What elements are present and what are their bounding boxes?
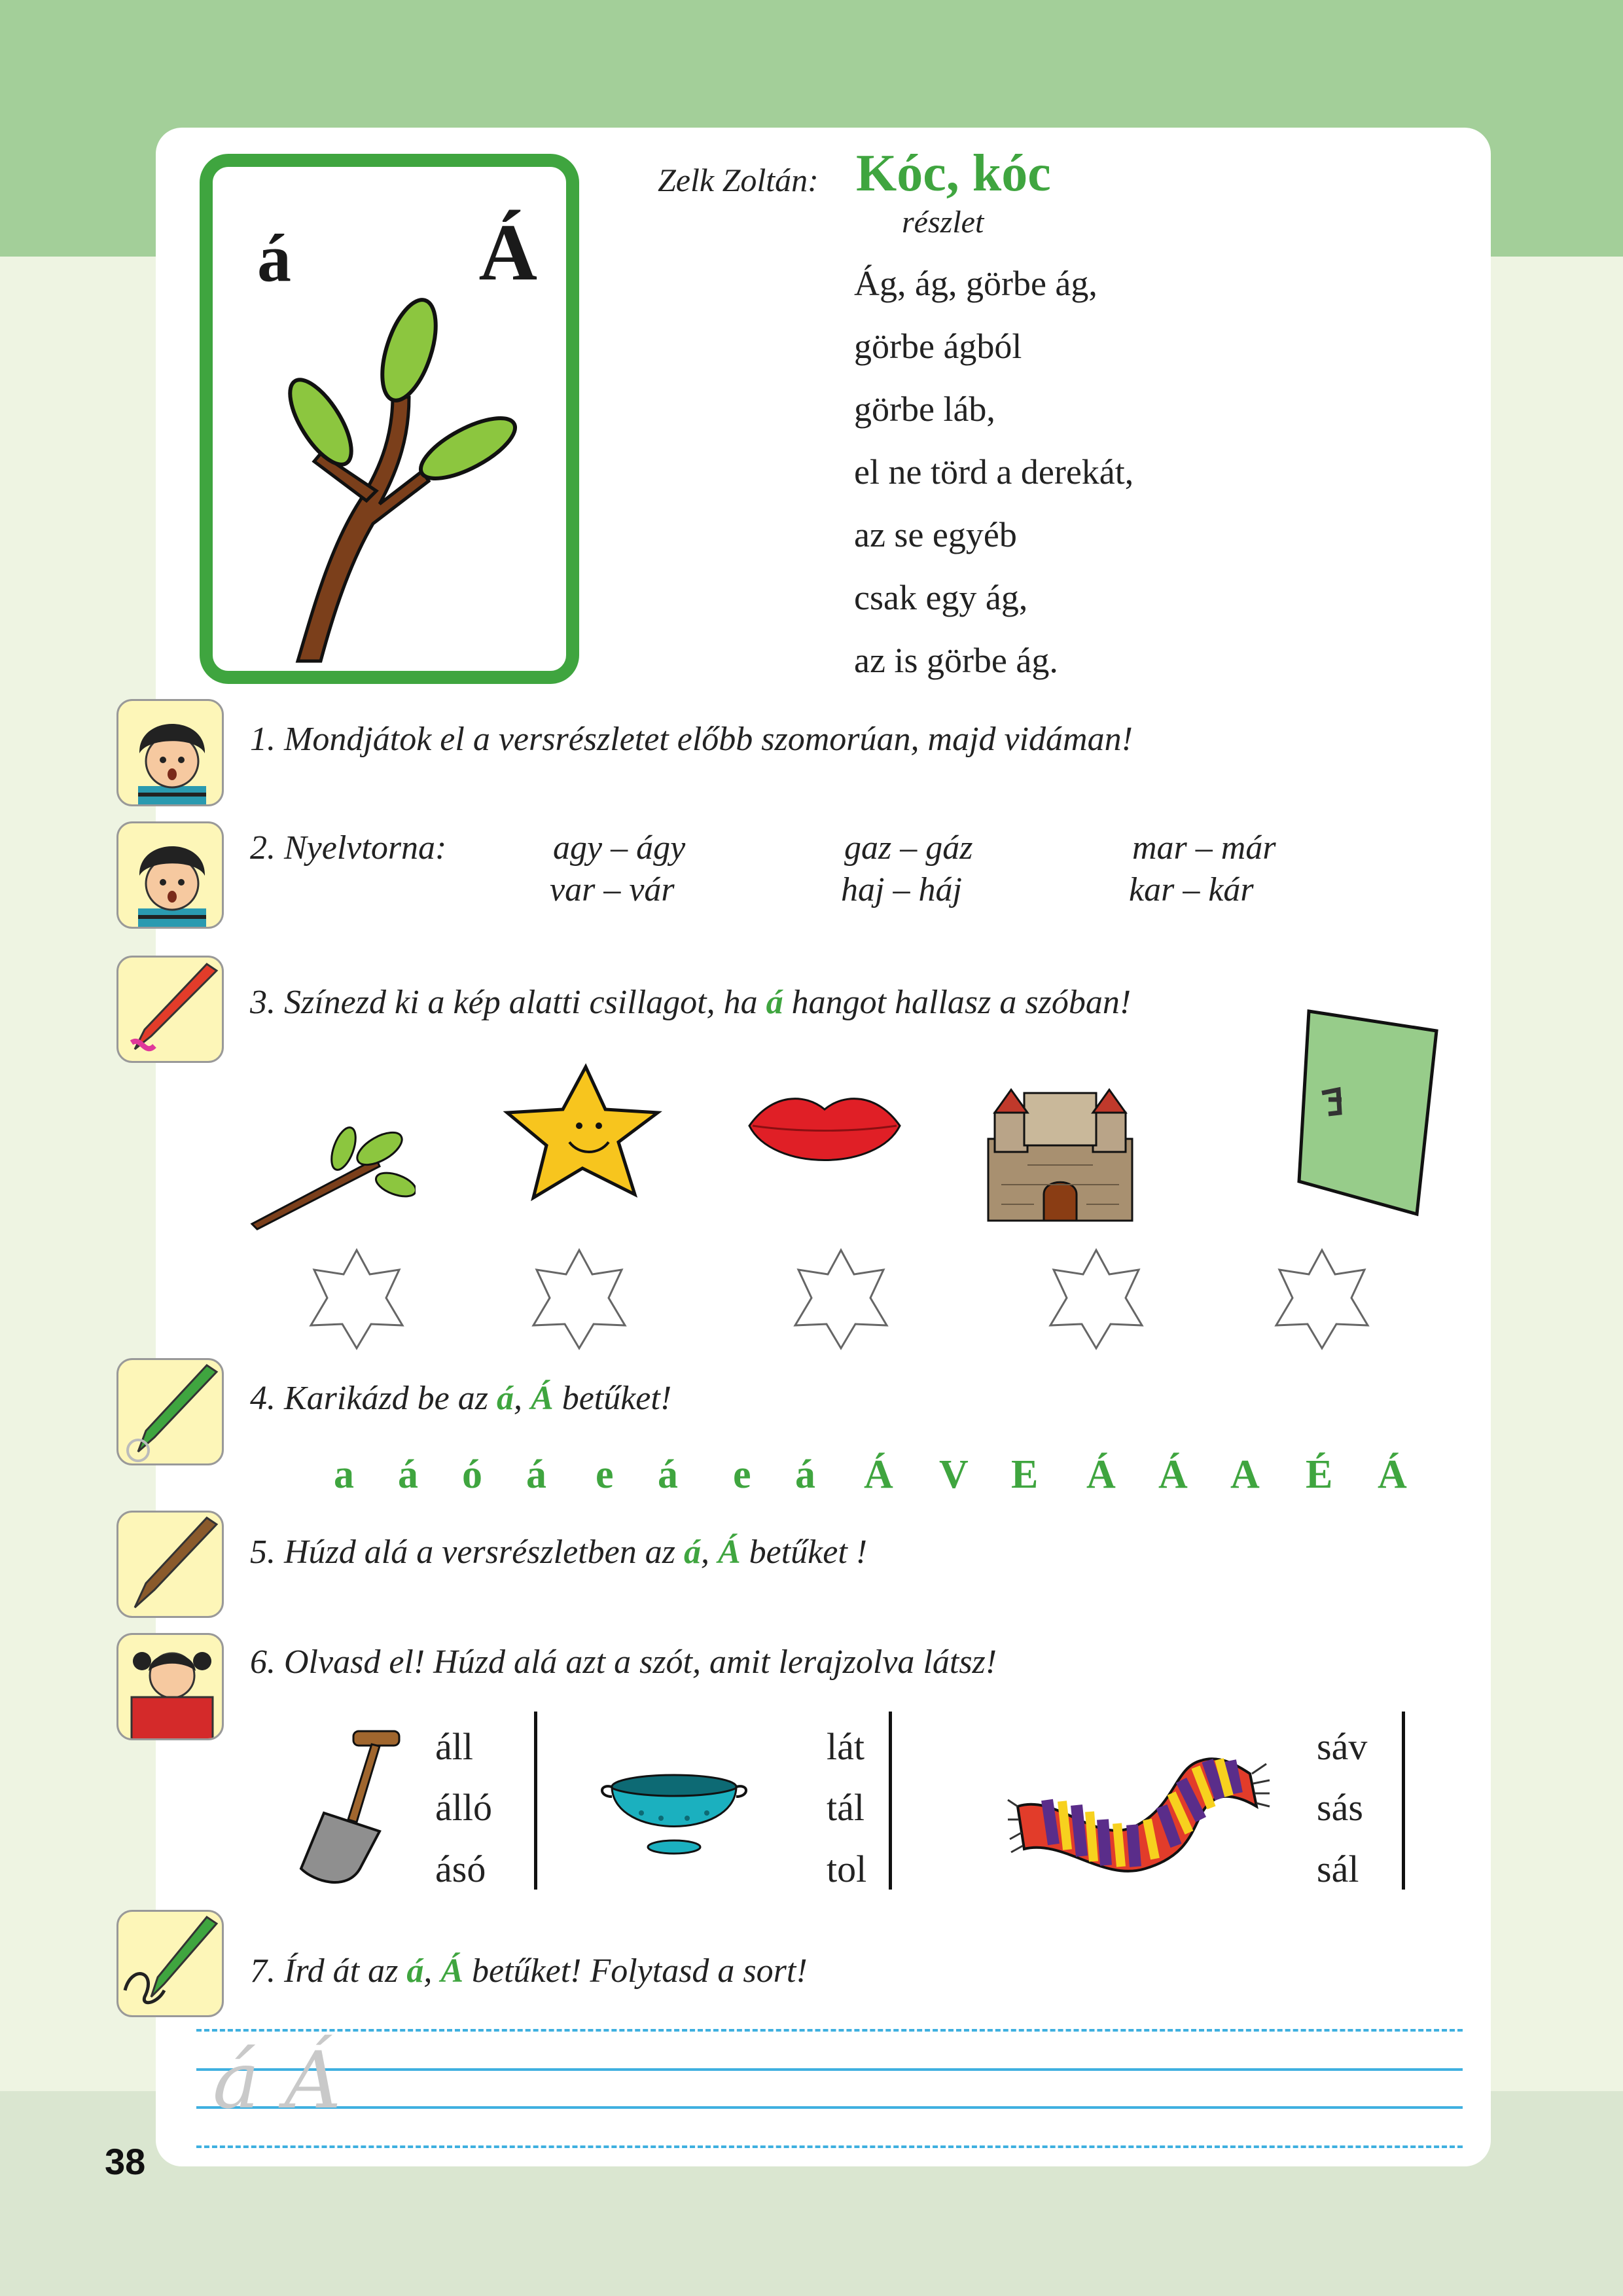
tongue-twister-pair: gaz – gáz [844,829,973,867]
coloring-pencil-icon [116,956,224,1063]
circle-letter[interactable]: V [939,1452,969,1497]
circle-letter[interactable]: E [1011,1452,1039,1497]
color-star-1[interactable] [298,1247,416,1352]
circle-letter[interactable]: á [795,1452,815,1497]
circle-letter[interactable]: Á [1086,1452,1116,1497]
task-7-post: betűket! Folytasd a sort! [463,1952,808,1990]
word-option[interactable]: ásó [435,1848,486,1890]
tongue-twister-pair: agy – ágy [553,829,686,867]
circle-letter[interactable]: a [334,1452,354,1497]
task-6-text: 6. Olvasd el! Húzd alá azt a szót, amit lerajzolva látsz! [250,1643,997,1681]
task-4-sep: , [514,1380,531,1417]
speaking-child-icon [116,699,224,806]
tongue-twister-pair: kar – kár [1129,871,1254,908]
poem-line: Ág, ág, görbe ág, [854,264,1097,303]
poem-title: Kóc, kóc [856,145,1051,202]
task-5-letter-small: á [683,1534,701,1571]
writing-area[interactable] [196,2029,1463,2147]
poem-line: görbe láb, [854,389,995,429]
star-picture [501,1060,664,1204]
task-4-post: betűket! [553,1380,672,1417]
circle-letter[interactable]: É [1306,1452,1333,1497]
letter-card-small: á [257,221,291,296]
task-5-sep: , [700,1534,718,1571]
word-option[interactable]: áll [435,1725,473,1768]
task-1-text: 1. Mondjátok el a versrészletet előbb szomorúan, majd vidáman! [250,721,1133,758]
tongue-twister-pair: var – vár [550,871,675,908]
lips-picture [746,1086,903,1178]
word-option[interactable]: lát [827,1725,865,1768]
poem-text [854,252,1133,692]
poem-author: Zelk Zoltán: [658,162,819,198]
door-picture [1293,1001,1450,1224]
letter-card-big: Á [478,207,537,297]
circle-letter[interactable]: á [658,1452,678,1497]
circle-letter[interactable]: á [526,1452,546,1497]
color-star-3[interactable] [782,1247,900,1352]
task-7-letter-small: á [406,1952,424,1990]
branch-picture [245,1086,416,1230]
circle-letter[interactable]: Á [1378,1452,1407,1497]
writing-pencil-icon [116,1910,224,2017]
poem-line: el ne törd a derekát, [854,452,1134,492]
poem-line: görbe ágból [854,327,1022,366]
circle-letter[interactable]: Á [1158,1452,1188,1497]
word-option[interactable]: sál [1317,1848,1359,1890]
shovel-picture [288,1721,406,1892]
branch-illustration [252,285,527,664]
task-3-pre: 3. Színezd ki a kép alatti csillagot, ha [250,984,766,1021]
task-7-letter-big: Á [440,1952,463,1990]
color-star-5[interactable] [1263,1247,1381,1352]
reading-girl-icon [116,1633,224,1740]
page-number: 38 [105,2141,146,2182]
task-4-pre: 4. Karikázd be az [250,1380,497,1417]
task-7-sep: , [423,1952,441,1990]
task-2-label: 2. Nyelvtorna: [250,829,447,867]
task-4-text [250,1379,671,1418]
task-3-letter: á [766,984,783,1021]
circle-letter[interactable]: Á [864,1452,893,1497]
task-7-pre: 7. Írd át az [250,1952,407,1990]
circle-letter[interactable]: A [1230,1452,1260,1497]
poem-subtitle: részlet [902,205,984,240]
colander-picture [596,1767,753,1865]
poem-line: csak egy ág, [854,578,1028,617]
tongue-twister-pair: mar – már [1132,829,1276,867]
column-divider [1402,1712,1405,1890]
column-divider [889,1712,892,1890]
word-option[interactable]: sáv [1317,1725,1368,1768]
green-pencil-icon [116,1358,224,1465]
brown-pencil-icon [116,1511,224,1618]
word-option[interactable]: tol [827,1848,867,1890]
task-3-text [250,983,1131,1022]
task-5-post: betűket ! [740,1534,868,1571]
circle-letter[interactable]: e [733,1452,751,1497]
task-5-pre: 5. Húzd alá a versrészletben az [250,1534,684,1571]
task-4-letter-small: á [497,1380,514,1417]
speaking-child-icon [116,821,224,929]
color-star-2[interactable] [520,1247,638,1352]
word-option[interactable]: álló [435,1786,492,1829]
handwriting-sample: á Á [213,2036,342,2126]
circle-letter[interactable]: ó [462,1452,482,1497]
color-star-4[interactable] [1037,1247,1155,1352]
column-divider [534,1712,537,1890]
word-option[interactable]: sás [1317,1786,1363,1829]
tongue-twister-pair: haj – háj [841,871,962,908]
word-option[interactable]: tál [827,1786,865,1829]
poem-line: az is görbe ág. [854,641,1058,680]
castle-picture [982,1067,1139,1224]
letter-card [200,154,579,684]
task-5-text [250,1533,867,1571]
circle-letter[interactable]: e [596,1452,614,1497]
task-7-text [250,1952,808,1990]
poem-line: az se egyéb [854,515,1017,554]
task-4-letter-big: Á [531,1380,554,1417]
circle-letter[interactable]: á [398,1452,418,1497]
task-5-letter-big: Á [717,1534,741,1571]
task-3-post: hangot hallasz a szóban! [783,984,1132,1021]
scarf-picture [1005,1728,1273,1885]
